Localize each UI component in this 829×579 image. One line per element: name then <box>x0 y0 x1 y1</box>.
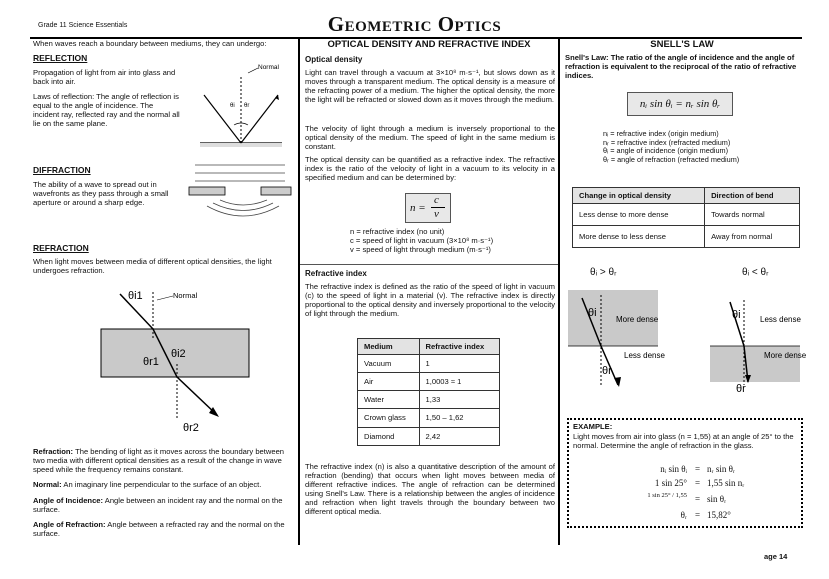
page-title: Geometric Optics <box>327 12 502 36</box>
left-diagram-bottom-label: Less dense <box>624 351 665 360</box>
bend-direction-table <box>572 187 800 248</box>
column-divider-2 <box>558 37 560 545</box>
less-dense-to-dense-diagram <box>710 290 807 400</box>
example-eq-op: = <box>695 478 701 488</box>
intro-text: When waves reach a boundary between mediums, they can undergo: <box>33 39 267 48</box>
refraction-heading: REFRACTION <box>33 243 89 253</box>
formula-var-v: v = speed of light through medium (m·s⁻¹) <box>350 244 491 254</box>
formula-numerator: c <box>434 194 439 206</box>
table-row <box>358 409 500 427</box>
diagram-left-caption: θᵢ > θᵣ <box>590 267 617 278</box>
column-divider-1 <box>298 37 300 545</box>
snells-law-formula: nᵢ sin θᵢ = nᵣ sin θᵣ <box>627 92 733 116</box>
optical-density-p1: Light can travel through a vacuum at 3×10⁸ m·s⁻¹, but slows down as it moves through a transparent medium. The optical density is a measure of the refracting power of a medium. The higher the optical density, the more the light will be refracted or slowed down as it moves through the medium. <box>305 68 555 104</box>
diffraction-diagram <box>185 160 295 228</box>
example-box <box>567 418 803 528</box>
section-divider <box>300 264 558 265</box>
table-row <box>358 391 500 409</box>
reflection-theta-r: θr <box>244 103 250 109</box>
snells-var-theta-i: θᵢ = angle of incidence (origin medium) <box>603 146 729 156</box>
refraction-theta-i2: θi2 <box>171 348 186 360</box>
refraction-theta-r2: θr2 <box>183 422 199 434</box>
table-cell: 1,50 – 1,62 <box>419 409 499 427</box>
example-eq-op: = <box>695 494 701 504</box>
def-refraction <box>33 448 295 475</box>
def-angle-refraction-term: Angle of Refraction: <box>33 520 106 529</box>
snells-var-ni: nᵢ = refractive index (origin medium) <box>603 129 719 138</box>
refraction-text: When light moves between media of different optical densities, the light undergoes refraction. <box>33 257 272 275</box>
table-cell: 1,0003 ≈ 1 <box>419 373 499 391</box>
table-cell: Diamond <box>358 427 420 445</box>
example-eq-lhs: nᵢ sin θᵢ <box>660 464 687 474</box>
snells-var-nr: nᵣ = refractive index (refracted medium) <box>603 137 731 147</box>
refraction-diagram <box>95 280 275 440</box>
diffraction-text: The ability of a wave to spread out in wavefronts as they pass through a small aperture or around a sharp edge. <box>33 180 169 207</box>
formula-lhs: n = <box>410 202 426 214</box>
formula-var-n: n = refractive index (no unit) <box>350 227 445 236</box>
right-diagram-theta-i: θi <box>732 309 741 321</box>
formula-denominator: v <box>434 208 439 220</box>
table-cell: Vacuum <box>358 355 420 373</box>
example-eq-op: = <box>695 464 701 474</box>
table-row <box>573 204 800 226</box>
def-incidence-term: Angle of Incidence: <box>33 496 104 505</box>
def-incidence <box>33 497 295 515</box>
def-angle-refraction <box>33 521 295 539</box>
reflection-text-1: Propagation of light from air into glass and back into air. <box>33 68 176 86</box>
left-diagram-theta-i: θi <box>588 307 597 319</box>
reflection-diagram <box>190 55 290 155</box>
snells-law-statement: Snell's Law: The ratio of the angle of incidence and the angle of refraction is equivalent to the reciprocal of the ratio of refractive indices. <box>565 53 797 80</box>
left-diagram-theta-r: θr <box>602 365 612 377</box>
def-refraction-term: Refraction: <box>33 447 74 456</box>
table-row <box>573 226 800 248</box>
table-cell: More dense to less dense <box>573 226 705 248</box>
example-eq-rhs: sin θᵣ <box>707 494 727 504</box>
table-header: Refractive index <box>419 339 499 355</box>
table-row <box>358 355 500 373</box>
grade-label: Grade 11 Science Essentials <box>38 22 128 29</box>
example-heading: EXAMPLE: <box>573 422 613 431</box>
refractive-index-heading: Refractive index <box>305 269 367 278</box>
optical-density-p2: The velocity of light through a medium is inversely proportional to the optical density of the medium. The speed of light in the same medium is constant. <box>305 124 555 151</box>
example-eq-lhs: θᵣ <box>680 510 687 520</box>
example-eq-lhs: 1 sin 25° <box>654 478 687 488</box>
def-angle-refraction-text: Angle between a refracted ray and the normal on the surface. <box>33 520 285 538</box>
refraction-theta-i1: θi1 <box>128 290 143 302</box>
table-cell: 1,33 <box>419 391 499 409</box>
example-text: Light moves from air into glass (n = 1,55) at an angle of 25° to the normal. Determine the angle of refraction in the glass. <box>573 432 794 450</box>
table-cell: Crown glass <box>358 409 420 427</box>
diagram-right-caption: θᵢ < θᵣ <box>742 267 769 278</box>
def-incidence-text: Angle between an incident ray and the normal on the surface. <box>33 496 283 514</box>
example-eq-op: = <box>695 510 701 520</box>
table-cell: Air <box>358 373 420 391</box>
table-cell: 2,42 <box>419 427 499 445</box>
formula-vars <box>350 228 550 255</box>
right-diagram-bottom-label: More dense <box>764 351 807 360</box>
formula-var-c: c = speed of light in vacuum (3×10⁸ m·s⁻¹) <box>350 235 494 245</box>
example-eq-rhs: 1,55 sin nᵣ <box>707 478 745 488</box>
def-refraction-text: The bending of light as it moves across the boundary between two media with different optical densities as a result of the change in wave speed while the frequency remains constant. <box>33 447 285 474</box>
optical-density-p3: The optical density can be quantified as a refractive index. The refractive index is the ratio of the velocity of light in a vacuum to its velocity in a specified medium and can be determined by: <box>305 155 555 182</box>
right-diagram-top-label: Less dense <box>760 315 801 324</box>
refractive-index-formula <box>405 193 451 223</box>
page-number: age 14 <box>764 552 788 561</box>
refractive-index-table <box>357 338 500 446</box>
col2-heading: OPTICAL DENSITY AND REFRACTIVE INDEX <box>327 39 531 50</box>
table-cell: Away from normal <box>705 226 800 248</box>
table-header-row <box>358 339 500 355</box>
refractive-index-p1: The refractive index is defined as the ratio of the speed of light in vacuum (c) to the speed of light in a material (v). The refractive index is directly proportional to the optical density and inversely proportional to the velocity of light through the medium. <box>305 282 555 318</box>
left-diagram-top-label: More dense <box>616 315 659 324</box>
reflection-text-2: Laws of reflection: The angle of reflection is equal to the angle of incidence. The incident ray, reflected ray and the normal all lie on the same plane. <box>33 92 180 128</box>
example-eq-rhs: nᵣ sin θᵣ <box>707 464 735 474</box>
refraction-normal-label: Normal <box>173 291 198 300</box>
refractive-index-p2: The refractive index (n) is also a quantitative description of the amount of refraction (bending) that occurs when light moves between media of different refractive indices. The angle of refraction can be determined using Snell's Law. There is a relationship between the angles of incidence and refraction when light travels through the boundary between two different optical media. <box>305 462 555 516</box>
table-cell: Less dense to more dense <box>573 204 705 226</box>
reflection-heading: REFLECTION <box>33 53 88 63</box>
example-eq-rhs: 15,82° <box>707 510 731 520</box>
right-diagram-theta-r: θr <box>736 383 746 395</box>
table-cell: Water <box>358 391 420 409</box>
dense-to-less-dense-diagram <box>568 290 668 390</box>
def-normal <box>33 481 295 490</box>
example-eq-lhs: 1 sin 25° / 1,55 <box>647 492 687 499</box>
optical-density-heading: Optical density <box>305 55 363 64</box>
col3-heading: SNELL'S LAW <box>650 39 714 50</box>
table-cell: Towards normal <box>705 204 800 226</box>
table-header: Direction of bend <box>705 188 800 204</box>
def-normal-text: An imaginary line perpendicular to the surface of an object. <box>63 480 262 489</box>
table-header-row <box>573 188 800 204</box>
snells-var-theta-r: θᵣ = angle of refraction (refracted medium) <box>603 154 740 164</box>
table-header: Medium <box>358 339 420 355</box>
diffraction-heading: DIFFRACTION <box>33 165 91 175</box>
snells-vars <box>603 130 803 164</box>
table-cell: 1 <box>419 355 499 373</box>
reflection-theta-i: θi <box>230 103 235 109</box>
reflection-normal-label: Normal <box>258 64 279 71</box>
table-row <box>358 373 500 391</box>
table-row <box>358 427 500 445</box>
table-header: Change in optical density <box>573 188 705 204</box>
refraction-theta-r1: θr1 <box>143 356 159 368</box>
def-normal-term: Normal: <box>33 480 62 489</box>
